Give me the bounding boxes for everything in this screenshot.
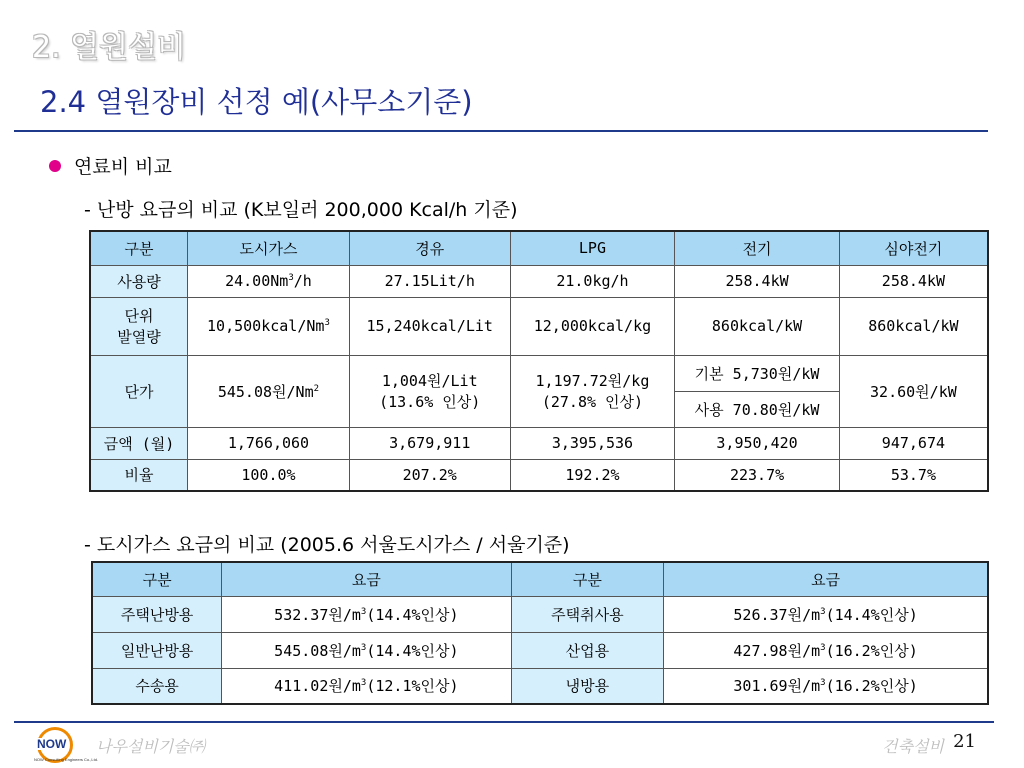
logo-subtext: NOW Consulting Engineers Co.,Ltd.	[34, 757, 99, 762]
cell-line: 1,004원/Lit	[381, 372, 478, 390]
header-cell: 구분	[511, 562, 664, 596]
row-label-line: 단위	[124, 307, 154, 325]
superscript: 3	[360, 678, 367, 689]
table-row	[90, 355, 988, 391]
table-cell: 3,679,911	[349, 427, 510, 459]
row-label: 주택난방용	[92, 596, 222, 632]
cell-line: (13.6% 인상)	[379, 393, 481, 411]
table-cell	[188, 265, 350, 297]
company-name: 나우설비기술㈜	[96, 737, 205, 756]
header-cell: 요금	[664, 562, 988, 596]
table-cell	[664, 668, 988, 704]
header-cell: 요금	[222, 562, 511, 596]
superscript: 3	[820, 678, 826, 689]
table-row	[92, 632, 988, 668]
cell-text: 427.98원/m	[733, 641, 821, 660]
header-cell: 구분	[90, 231, 188, 265]
row-label: 수송용	[92, 668, 222, 704]
superscript: 3	[820, 606, 826, 617]
superscript: 3	[324, 318, 330, 328]
table-cell: 기본 5,730원/kW	[675, 355, 840, 391]
superscript: 2	[313, 383, 320, 394]
row-label-line: 발열량	[117, 328, 161, 346]
heating-cost-subheading: - 난방 요금의 비교 (K보일러 200,000 Kcal/h 기준)	[84, 199, 518, 221]
table-row	[90, 265, 988, 297]
cell-text: (14.4%인상)	[366, 641, 459, 660]
header-cell: 전기	[675, 231, 840, 265]
table-cell: 207.2%	[349, 459, 510, 491]
cell-line: 1,197.72원/kg	[535, 372, 650, 390]
table-cell: 사용 70.80원/kW	[675, 391, 840, 427]
cell-text: 526.37원/m	[733, 605, 821, 624]
logo-text: NOW	[37, 737, 67, 751]
table-cell	[188, 355, 350, 427]
table-cell	[510, 355, 675, 427]
cell-text: (12.1%인상)	[366, 677, 459, 696]
fuel-cost-table	[89, 230, 989, 492]
department-label: 건축설비	[882, 737, 944, 756]
table-cell: 21.0kg/h	[510, 265, 675, 297]
table-row	[90, 427, 988, 459]
table-cell	[349, 355, 510, 427]
row-label: 산업용	[511, 632, 664, 668]
bullet-dot-icon	[49, 160, 61, 172]
cell-text: 10,500kcal/Nm	[207, 317, 325, 335]
page-number: 21	[953, 731, 976, 752]
table-cell	[222, 668, 511, 704]
table-cell: 223.7%	[675, 459, 840, 491]
superscript: 3	[360, 642, 367, 653]
title-divider	[14, 130, 988, 132]
row-label: 사용량	[90, 265, 188, 297]
table-header-row	[90, 231, 988, 265]
company-logo	[34, 727, 99, 763]
cell-text: 301.69원/m	[733, 677, 821, 696]
cell-text: (16.2%인상)	[825, 677, 918, 696]
header-cell: 구분	[92, 562, 222, 596]
page-title: 2.4 열원장비 선정 예(사무소기준)	[40, 85, 473, 119]
table-header-row	[92, 562, 988, 596]
row-label: 주택취사용	[511, 596, 664, 632]
cell-text: 24.00Nm	[225, 272, 289, 290]
cell-line: (27.8% 인상)	[541, 393, 644, 411]
cell-text: /h	[293, 272, 312, 290]
table-cell: 258.4kW	[839, 265, 988, 297]
table-cell: 53.7%	[839, 459, 988, 491]
table-cell: 1,766,060	[188, 427, 350, 459]
header-cell: 심야전기	[839, 231, 988, 265]
table-cell: 258.4kW	[675, 265, 840, 297]
row-label: 비율	[90, 459, 188, 491]
gas-rate-subheading: - 도시가스 요금의 비교 (2005.6 서울도시가스 / 서울기준)	[84, 534, 570, 556]
cell-text: 545.08원/m	[274, 641, 361, 660]
row-label	[90, 297, 188, 355]
section-title: 2. 열원설비	[32, 30, 187, 65]
row-label: 냉방용	[511, 668, 664, 704]
cell-text: (14.4%인상)	[825, 605, 918, 624]
superscript: 3	[288, 273, 294, 283]
bullet-heading: 연료비 비교	[74, 156, 172, 178]
table-cell: 3,950,420	[675, 427, 840, 459]
cell-text: 545.08원/Nm	[217, 382, 314, 401]
table-cell	[188, 297, 350, 355]
cell-text: (14.4%인상)	[366, 605, 459, 624]
table-cell: 192.2%	[510, 459, 675, 491]
table-cell: 27.15Lit/h	[349, 265, 510, 297]
superscript: 3	[820, 642, 826, 653]
table-cell: 3,395,536	[510, 427, 675, 459]
header-cell: 경유	[349, 231, 510, 265]
row-label: 단가	[90, 355, 188, 427]
table-cell: 15,240kcal/Lit	[349, 297, 510, 355]
row-label: 금액 (월)	[90, 427, 188, 459]
table-row	[90, 459, 988, 491]
row-label: 일반난방용	[92, 632, 222, 668]
table-cell: 860kcal/kW	[675, 297, 840, 355]
gas-rate-table	[91, 561, 989, 705]
footer-divider	[14, 721, 994, 723]
superscript: 3	[360, 606, 367, 617]
table-row	[92, 596, 988, 632]
header-cell: LPG	[510, 231, 675, 265]
table-cell	[222, 596, 511, 632]
cell-text: (16.2%인상)	[825, 641, 918, 660]
cell-text: 532.37원/m	[274, 605, 361, 624]
table-cell	[664, 596, 988, 632]
table-cell: 32.60원/kW	[839, 355, 988, 427]
table-cell: 100.0%	[188, 459, 350, 491]
table-cell: 860kcal/kW	[839, 297, 988, 355]
table-row	[90, 297, 988, 355]
table-cell: 12,000kcal/kg	[510, 297, 675, 355]
table-row	[92, 668, 988, 704]
header-cell: 도시가스	[188, 231, 350, 265]
table-cell	[222, 632, 511, 668]
cell-text: 411.02원/m	[274, 677, 361, 696]
table-cell: 947,674	[839, 427, 988, 459]
table-cell	[664, 632, 988, 668]
